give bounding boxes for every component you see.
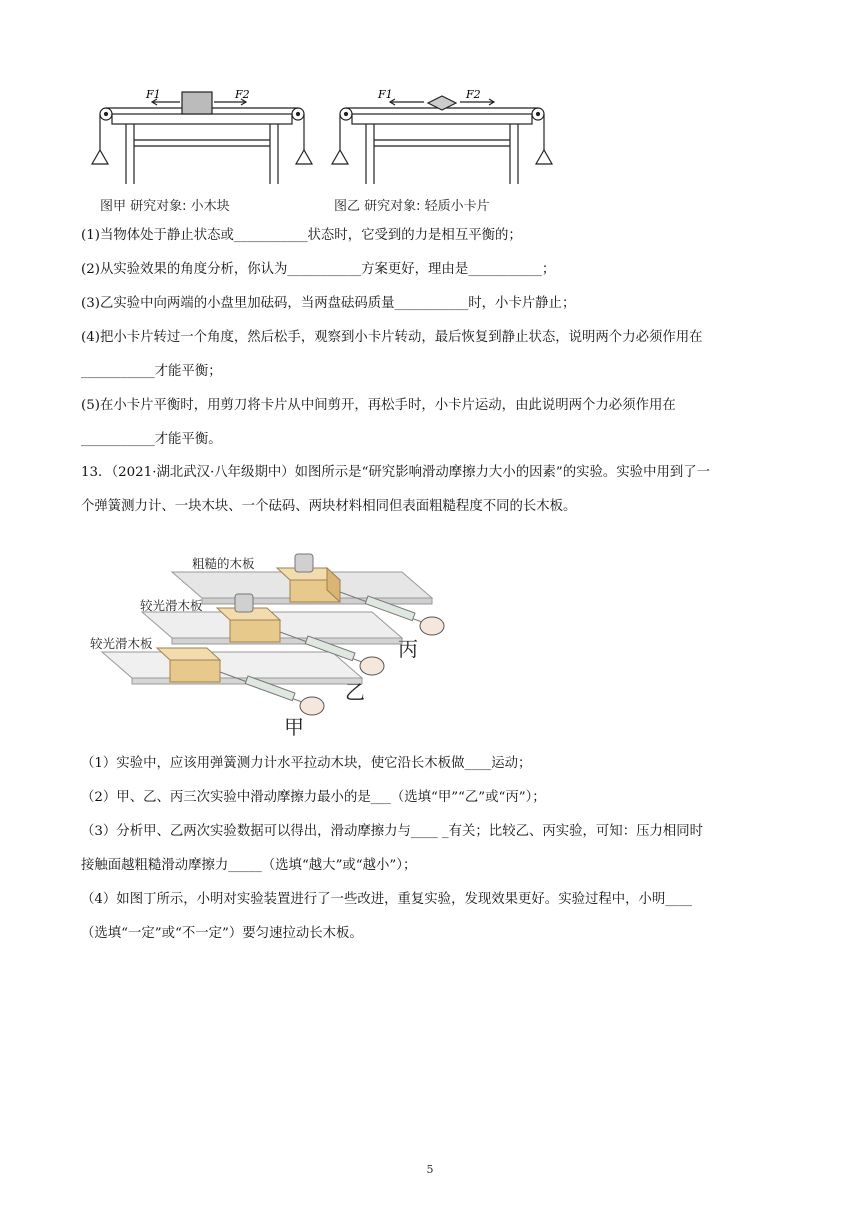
q12-item-5: (5)在小卡片平衡时，用剪刀将卡片从中间剪开，再松手时，小卡片运动，由此说明两个力必须作用在 bbox=[81, 398, 676, 413]
q13-item-3-cont: 接触面越粗糙滑动摩擦力_____（选填“越大”或“越小”）； bbox=[81, 858, 417, 873]
figure-caption-b: 图乙 研究对象: 轻质小卡片 bbox=[334, 199, 490, 214]
q12-item-3: (3)乙实验中向两端的小盘里加砝码，当两盘砝码质量___________时，小卡片静止； bbox=[81, 296, 576, 311]
label-smooth-board-1: 较光滑木板 bbox=[140, 598, 203, 613]
label-smooth-board-2: 较光滑木板 bbox=[90, 636, 153, 651]
label-bing: 丙 bbox=[398, 637, 418, 661]
q13-item-4-cont: （选填“一定”或“不一定”）要匀速拉动长木板。 bbox=[81, 926, 363, 941]
force-label-f1-b: F1 bbox=[378, 88, 393, 101]
q12-item-2: (2)从实验效果的角度分析，你认为___________方案更好，理由是___________； bbox=[81, 262, 556, 277]
label-jia: 甲 bbox=[284, 715, 304, 739]
page-number: 5 bbox=[426, 1163, 434, 1176]
force-label-f1: F1 bbox=[146, 88, 161, 101]
q13-item-1: （1）实验中，应该用弹簧测力计水平拉动木块，使它沿长木板做____运动； bbox=[81, 756, 532, 771]
q12-item-5-cont: ___________才能平衡。 bbox=[81, 432, 222, 447]
q13-item-4: （4）如图丁所示，小明对实验装置进行了一些改进，重复实验，发现效果更好。实验过程中，小明____ bbox=[81, 892, 693, 907]
q13-stem-line2: 个弹簧测力计、一块木块、一个砝码、两块材料相同但表面粗糙程度不同的长木板。 bbox=[81, 499, 577, 514]
label-yi: 乙 bbox=[345, 680, 365, 704]
q12-item-1: (1)当物体处于静止状态或___________状态时，它受到的力是相互平衡的； bbox=[81, 228, 522, 243]
figure-caption-a: 图甲 研究对象: 小木块 bbox=[100, 199, 230, 214]
q13-stem-line1: 13．（2021·湖北武汉·八年级期中）如图所示是“研究影响滑动摩擦力大小的因素”的实验。实验中用到了一 bbox=[81, 465, 711, 480]
force-label-f2-b: F2 bbox=[466, 88, 481, 101]
q12-item-4-cont: ___________才能平衡； bbox=[81, 364, 222, 379]
q13-item-2: （2）甲、乙、丙三次实验中滑动摩擦力最小的是___（选填“甲”“乙”或“丙”）； bbox=[81, 790, 546, 805]
force-label-f2: F2 bbox=[235, 88, 250, 101]
q13-item-3: （3）分析甲、乙两次实验数据可以得出，滑动摩擦力与____ _有关；比较乙、丙实验，可知：压力相同时 bbox=[81, 824, 704, 839]
q12-item-4: (4)把小卡片转过一个角度，然后松手，观察到小卡片转动，最后恢复到静止状态，说明两个力必须作用在 bbox=[81, 330, 703, 345]
label-rough-board: 粗糙的木板 bbox=[192, 556, 255, 571]
